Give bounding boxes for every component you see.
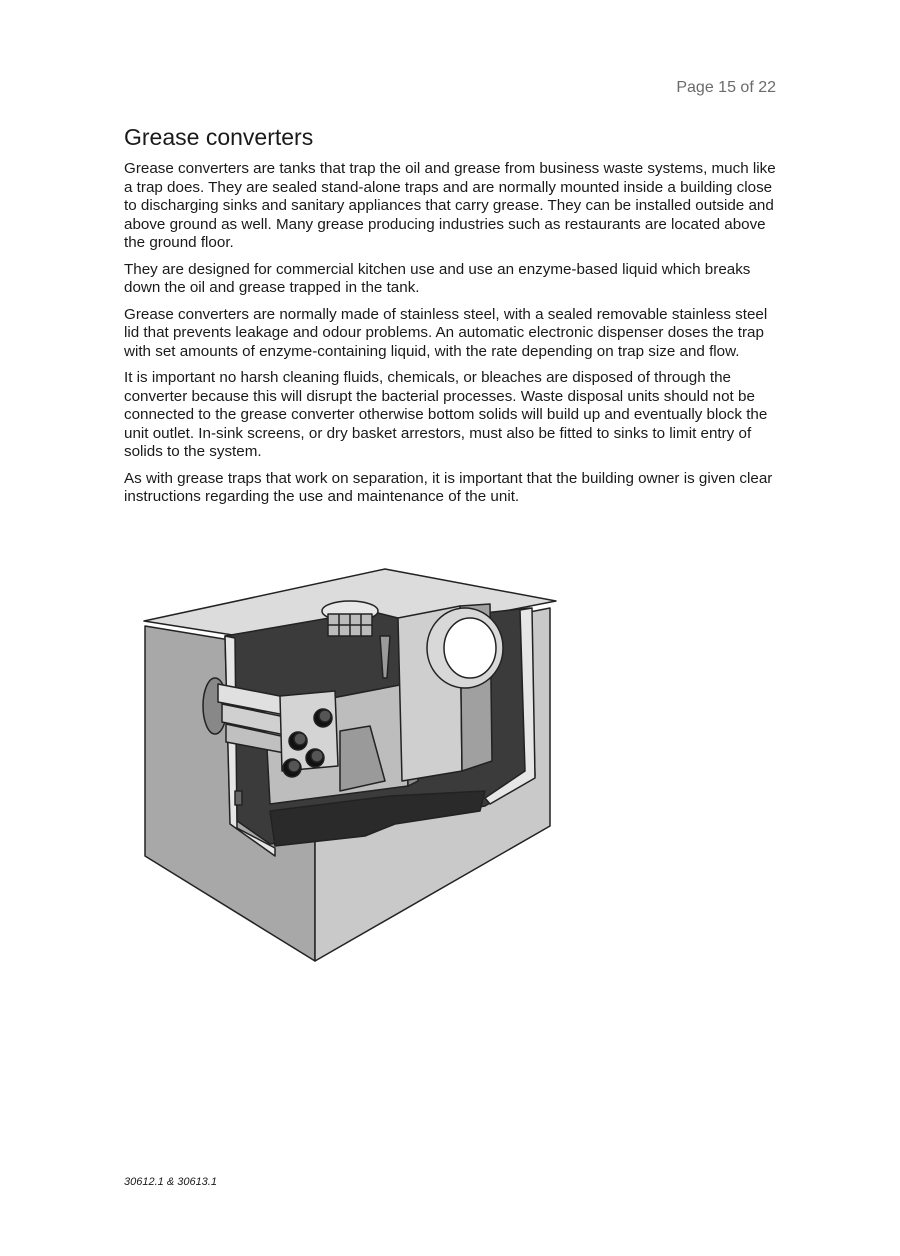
drain-plug xyxy=(235,791,242,805)
paragraph-4: It is important no harsh cleaning fluids, chemicals, or bleaches are disposed of through the converter because this will disrupt the bacterial processes. Waste disposal units should not be connected to the grease converter otherwise bottom solids will build up and eventually block the unit outlet. In-sink screens, or dry basket arrestors, must also be fitted to sinks to limit entry of solids to the system. xyxy=(124,369,768,460)
grease-converter-illustration xyxy=(140,566,560,966)
page-number: Page 15 of 22 xyxy=(676,79,776,96)
paragraph-2: They are designed for commercial kitchen use and use an enzyme-based liquid which breaks down the oil and grease trapped in the tank. xyxy=(124,260,751,296)
document-reference: 30612.1 & 30613.1 xyxy=(124,1176,217,1188)
paragraph-5: As with grease traps that work on separation, it is important that the building owner is given clear instructions regarding the use and maintenance of the unit. xyxy=(124,469,773,505)
section-title: Grease converters xyxy=(124,124,314,150)
main-content xyxy=(124,124,784,515)
paragraph-3: Grease converters are normally made of stainless steel, with a sealed removable stainless steel lid that prevents leakage and odour problems. An automatic electronic dispenser doses the trap with set amounts of enzyme-containing liquid, with the rate depending on trap size and flow. xyxy=(124,305,768,360)
paragraph-1: Grease converters are tanks that trap the oil and grease from business waste systems, much like a trap does. They are sealed stand-alone traps and are normally mounted inside a building close to discharging sinks and sanitary appliances that carry grease. They can be installed outside and above ground as well. Many grease producing industries such as restaurants are located above the ground floor. xyxy=(124,160,776,251)
outlet-pipe-inner xyxy=(444,618,496,678)
